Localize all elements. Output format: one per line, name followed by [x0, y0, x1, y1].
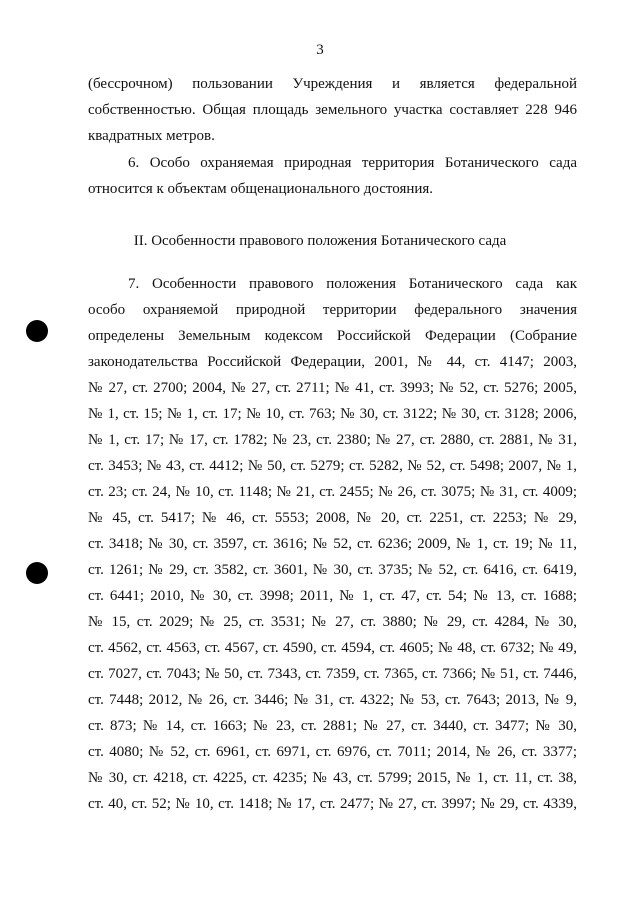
- text-line: 7. Особенности правового положения Ботанического сада как: [128, 276, 577, 292]
- text-line: ст. 1261; № 29, ст. 3582, ст. 3601, № 30, ст. 3735; № 52, ст. 6416, ст. 6419,: [88, 562, 577, 578]
- text-line: ст. 7448; 2012, № 26, ст. 3446; № 31, ст. 4322; № 53, ст. 7643; 2013, № 9,: [88, 692, 577, 708]
- text-line: № 45, ст. 5417; № 46, ст. 5553; 2008, № 20, ст. 2251, ст. 2253; № 29,: [88, 510, 577, 526]
- text-line: ст. 873; № 14, ст. 1663; № 23, ст. 2881; № 27, ст. 3440, ст. 3477; № 30,: [88, 718, 577, 734]
- paragraph-7: [88, 271, 577, 817]
- page-number: 3: [316, 42, 324, 58]
- text-line: законодательства Российской Федерации, 2001, № 44, ст. 4147; 2003,: [88, 354, 577, 370]
- paragraph-6: [88, 150, 577, 202]
- text-line: особо охраняемой природной территории федерального значения: [88, 302, 577, 318]
- text-line: собственностью. Общая площадь земельного участка составляет 228 946: [88, 102, 577, 118]
- text-line: ст. 4562, ст. 4563, ст. 4567, ст. 4590, ст. 4594, ст. 4605; № 48, ст. 6732; № 49,: [88, 640, 577, 656]
- punch-hole: [26, 562, 48, 584]
- text-line: № 1, ст. 15; № 1, ст. 17; № 10, ст. 763; № 30, ст. 3122; № 30, ст. 3128; 2006,: [88, 406, 577, 422]
- text-line: ст. 3418; № 30, ст. 3597, ст. 3616; № 52, ст. 6236; 2009, № 1, ст. 19; № 11,: [88, 536, 577, 552]
- text-line: ст. 40, ст. 52; № 10, ст. 1418; № 17, ст. 2477; № 27, ст. 3997; № 29, ст. 4339,: [88, 796, 577, 812]
- text-line: № 30, ст. 4218, ст. 4225, ст. 4235; № 43, ст. 5799; 2015, № 1, ст. 11, ст. 38,: [88, 770, 577, 786]
- text-line: № 15, ст. 2029; № 25, ст. 3531; № 27, ст. 3880; № 29, ст. 4284, № 30,: [88, 614, 577, 630]
- punch-hole: [26, 320, 48, 342]
- text-line: № 27, ст. 2700; 2004, № 27, ст. 2711; № 41, ст. 3993; № 52, ст. 5276; 2005,: [88, 380, 577, 396]
- text-line: ст. 7027, ст. 7043; № 50, ст. 7343, ст. 7359, ст. 7365, ст. 7366; № 51, ст. 7446,: [88, 666, 577, 682]
- text-line: (бессрочном) пользовании Учреждения и является федеральной: [88, 76, 577, 92]
- text-line: определены Земельным кодексом Российской Федерации (Собрание: [88, 328, 577, 344]
- text-line: ст. 6441; 2010, № 30, ст. 3998; 2011, № 1, ст. 47, ст. 54; № 13, ст. 1688;: [88, 588, 577, 604]
- paragraph-continuation: [88, 71, 577, 149]
- text-line: квадратных метров.: [88, 128, 215, 144]
- text-line: 6. Особо охраняемая природная территория Ботанического сада: [128, 155, 577, 171]
- text-line: № 1, ст. 17; № 17, ст. 1782; № 23, ст. 2380; № 27, ст. 2880, ст. 2881, № 31,: [88, 432, 577, 448]
- text-line: относится к объектам общенационального достояния.: [88, 181, 434, 197]
- text-line: ст. 4080; № 52, ст. 6961, ст. 6971, ст. 6976, ст. 7011; 2014, № 26, ст. 3377;: [88, 744, 577, 760]
- text-line: ст. 23; ст. 24, № 10, ст. 1148; № 21, ст. 2455; № 26, ст. 3075; № 31, ст. 4009;: [88, 484, 577, 500]
- text-line: ст. 3453; № 43, ст. 4412; № 50, ст. 5279; ст. 5282, № 52, ст. 5498; 2007, № 1,: [88, 458, 577, 474]
- section-heading: II. Особенности правового положения Ботанического сада: [133, 233, 507, 249]
